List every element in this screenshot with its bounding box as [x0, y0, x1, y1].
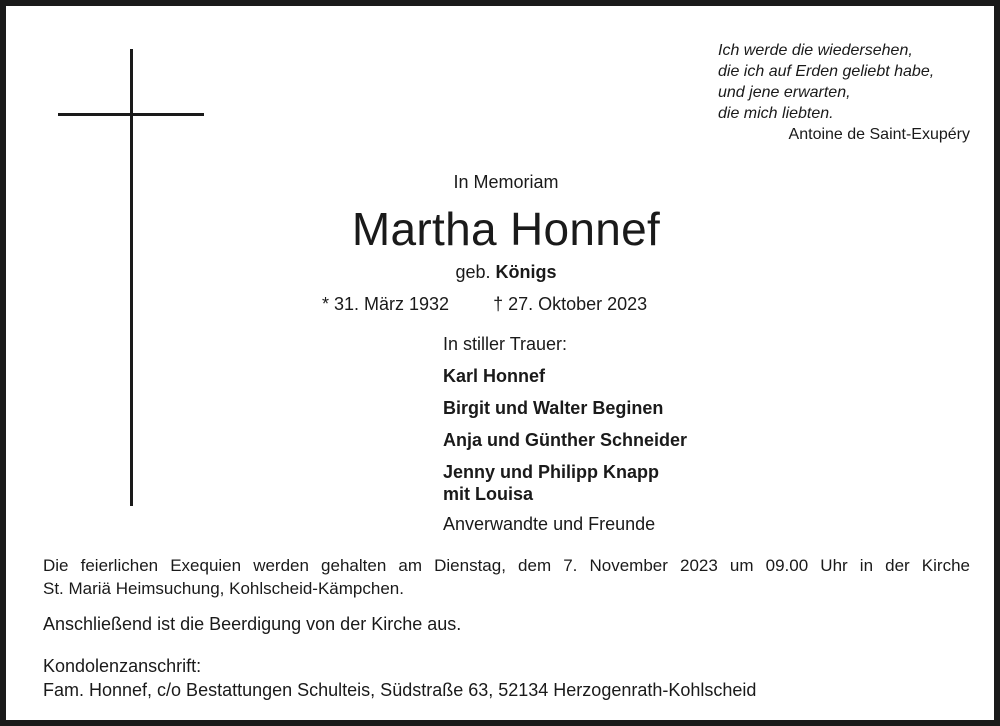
exequien-line: St. Mariä Heimsuchung, Kohlscheid-Kämpchen.: [43, 579, 404, 598]
mourners-intro: In stiller Trauer:: [443, 334, 568, 354]
cross-vertical-bar: [130, 49, 133, 506]
death-date: † 27. Oktober 2023: [493, 294, 648, 314]
epigraph-quote: [718, 40, 978, 145]
maiden-name: Königs: [495, 262, 557, 282]
mourner-name: Birgit und Walter Beginen: [443, 398, 664, 418]
quote-line: Ich werde die wiedersehen,: [718, 42, 913, 59]
quote-line: die ich auf Erden geliebt habe,: [718, 63, 935, 80]
relatives-line: Anverwandte und Freunde: [443, 514, 656, 534]
condolence-address: Fam. Honnef, c/o Bestattungen Schulteis, Südstraße 63, 52134 Herzogenrath-Kohlscheid: [43, 680, 757, 700]
mourner-name: Anja und Günther Schneider: [443, 430, 688, 450]
mourner-name: Karl Honnef: [443, 366, 546, 386]
mourner-name: Jenny und Philipp Knapp: [443, 462, 659, 482]
exequien-line: Die feierlichen Exequien werden gehalten am Dienstag, dem 7. November 2023 um 09.00 Uhr in der Kirche: [43, 556, 970, 575]
quote-line: die mich liebten.: [718, 105, 834, 122]
quote-line: und jene erwarten,: [718, 84, 851, 101]
burial-paragraph: Anschließend ist die Beerdigung von der Kirche aus.: [43, 614, 462, 634]
condolence-paragraph: [43, 654, 970, 702]
in-memoriam-heading: In Memoriam: [453, 172, 559, 192]
maiden-name-line: [256, 262, 756, 283]
cross-horizontal-bar: [58, 113, 204, 116]
deceased-name: Martha Honnef: [351, 203, 661, 255]
life-dates: [322, 294, 647, 315]
birth-date: * 31. März 1932: [322, 294, 450, 314]
geb-prefix: geb.: [455, 262, 491, 282]
mourner-name-group: [443, 461, 687, 505]
exequien-paragraph: [43, 554, 970, 600]
mourners-list: [443, 333, 687, 535]
mourner-name-extra: mit Louisa: [443, 484, 534, 504]
condolence-label: Kondolenzanschrift:: [43, 656, 202, 676]
quote-author: Antoine de Saint-Exupéry: [788, 126, 970, 143]
